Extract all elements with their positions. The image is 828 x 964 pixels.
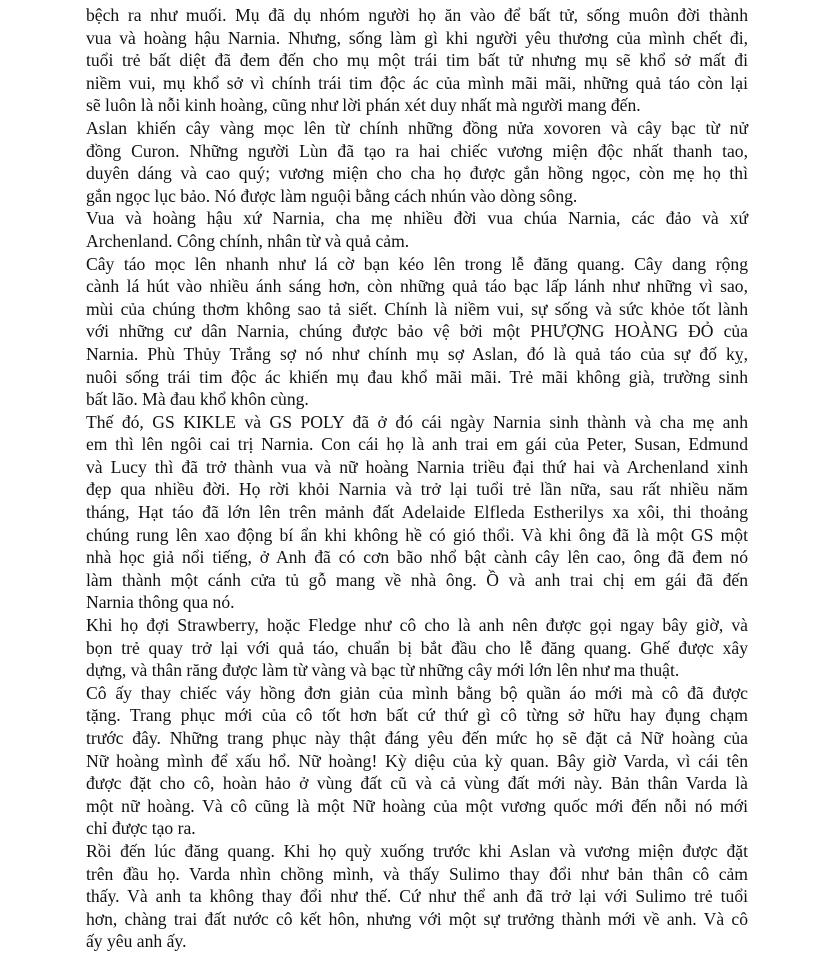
text-line: nhà học giả nổi tiếng, ở Anh đã có cơn bão nhổ bật cành cây lên cao, ông đã đem nó <box>86 547 748 568</box>
text-line: sẽ luôn là nỗi kinh hoàng, cũng như lời phán xét duy nhất mà người mang đến. <box>86 95 641 116</box>
text-line: Vua và hoàng hậu xứ Narnia, cha mẹ nhiều đời vua chúa Narnia, các đảo và xứ <box>86 208 748 229</box>
text-line: Narnia thông qua nó. <box>86 592 235 613</box>
text-line: đồng Curon. Những người Lùn đã tạo ra hai chiếc vương miện độc nhất thanh tao, <box>86 140 748 161</box>
paragraph <box>86 253 748 411</box>
text-line: Narnia. Phù Thủy Trắng sợ nó như chính mụ sợ Aslan, đó là quả táo của sự đố kỵ, <box>86 343 748 364</box>
text-line: được đặt cho cô, hoàn hảo ở vùng đất cũ và cả vùng đất mới này. Bản thân Varda là <box>86 773 748 794</box>
text-line: cành lá hút vào nhiều ánh sáng hơn, còn những quả táo bạc lấp lánh như những vì sao, <box>86 276 748 297</box>
text-line: hơn, chàng trai đất nước cô kết hôn, nhưng với một sự trưởng thành mới về anh. Và cô <box>86 908 748 929</box>
text-line: Archenland. Công chính, nhân từ và quả cảm. <box>86 230 410 251</box>
text-line: trước đây. Những trang phục này thật đáng yêu đến mức họ sẽ đặt cả Nữ hoàng của <box>86 728 748 748</box>
text-line: tặng. Trang phục mới của cô tốt hơn bất cứ thứ gì cô từng sở hữu hay đụng chạm <box>86 705 748 726</box>
text-line: bất lão. Mà đau khổ khôn cùng. <box>86 389 309 410</box>
text-line: Thế đó, GS KIKLE và GS POLY đã ở đó cái ngày Narnia sinh thành và cha mẹ anh <box>86 411 748 432</box>
text-line: làm thành một cánh cửa tủ gỗ mang về nhà ông. Ồ và anh trai chị em gái đã đến <box>86 569 748 590</box>
text-line: Nữ hoàng mình để xấu hổ. Nữ hoàng! Kỳ diệu của kỳ quan. Bây giờ Varda, vì cái tên <box>86 750 748 771</box>
text-line: thấy. Và anh ta không thay đổi như thế. Cứ như thể anh đã trở lại với Sulimo trẻ tuổi <box>86 886 748 907</box>
text-line: chúng rung lên xao động bí ẩn khi không hề có gió thổi. Và khi ông đã là một GS một <box>86 524 748 545</box>
text-line: đẹp qua nhiều đời. Họ rời khỏi Narnia và trở lại tuổi trẻ lần nữa, sau rất nhiều năm <box>86 479 748 500</box>
text-line: duyên dáng và cao quý; vương miện cho cha họ được gắn hồng ngọc, còn mẹ họ thì <box>86 163 748 184</box>
text-line: gắn ngọc lục bảo. Nó được làm nguội bằng cách nhún vào dòng sông. <box>86 185 578 206</box>
text-line: Cô ấy thay chiếc váy hồng đơn giản của mình bằng bộ quần áo mới mà cô đã được <box>86 682 748 703</box>
text-line: bệch ra như muối. Mụ đã dụ nhóm người họ ăn vào để bất tử, sống muôn đời thành <box>86 5 748 25</box>
text-line: Rồi đến lúc đăng quang. Khi họ quỳ xuống trước khi Aslan và vương miện được đặt <box>86 840 748 861</box>
text-line: niềm vui, mụ khổ sở vì chính trái tim độc ác của mình mãi mãi, những quả táo còn lại <box>86 72 748 93</box>
text-line: với những cư dân Narnia, chúng được bảo vệ bởi một PHƯỢNG HOÀNG ĐỎ của <box>86 321 748 342</box>
text-line: Cây táo mọc lên nhanh như lá cờ bạn kéo lên trong lễ đăng quang. Cây dang rộng <box>86 253 748 274</box>
paragraph <box>86 207 748 252</box>
document-page <box>86 4 748 953</box>
text-line: chỉ được tạo ra. <box>86 818 196 839</box>
paragraph <box>86 614 748 682</box>
text-line: tháng, Hạt táo đã lớn lên trên mảnh đất Adelaide Elfleda Estherilys xa xôi, thi thoảng <box>86 502 748 523</box>
paragraph <box>86 411 748 614</box>
text-line: ấy yêu anh ấy. <box>86 931 187 952</box>
text-line: dựng, và thân răng được làm từ vàng và bạc từ những cây mới lớn lên như ma thuật. <box>86 660 680 681</box>
text-line: tuổi trẻ bất diệt đã đem đến cho mụ một trái tim bất tử nhưng mụ sẽ khổ sở mất đi <box>86 50 748 71</box>
paragraph <box>86 117 748 207</box>
text-line: mùi của chúng thơm không sao tả siết. Chính là niềm vui, sự sống và sức khỏe tốt lành <box>86 298 748 319</box>
text-line: vua và hoàng hậu Narnia. Nhưng, sống làm gì khi người yêu thương của mình chết đi, <box>86 27 748 48</box>
text-line: nuôi sống trái tim độc ác khiến mụ đau khổ mãi mãi. Trẻ mãi không già, trường sinh <box>86 366 748 387</box>
text-line: Aslan khiến cây vàng mọc lên từ chính những đồng nửa xovoren và cây bạc từ nử <box>86 117 748 138</box>
text-line: một nữ hoàng. Và cô cũng là một Nữ hoàng của một vương quốc mới đến nỗi nó mới <box>86 795 748 816</box>
paragraph <box>86 4 748 117</box>
paragraph <box>86 682 748 840</box>
text-line: bọn trẻ quay trở lại với quả táo, chuẩn bị bắt đầu cho lễ đăng quang. Ghế được xây <box>86 637 748 658</box>
text-line: Khi họ đợi Strawberry, hoặc Fledge như cô cho là anh nên được gọi ngay bây giờ, và <box>86 615 748 636</box>
text-line: và Lucy thì đã trở thành vua và nữ hoàng Narnia triều đại thứ hai và Archenland xinh <box>86 456 748 477</box>
text-line: em thì lên ngôi cai trị Narnia. Con cái họ là anh trai em gái của Peter, Susan, Edmund <box>86 434 748 455</box>
paragraph <box>86 840 748 953</box>
text-line: trên đầu họ. Varda nhìn chồng mình, và thấy Sulimo thay đổi như bản thân cô cảm <box>86 863 748 884</box>
